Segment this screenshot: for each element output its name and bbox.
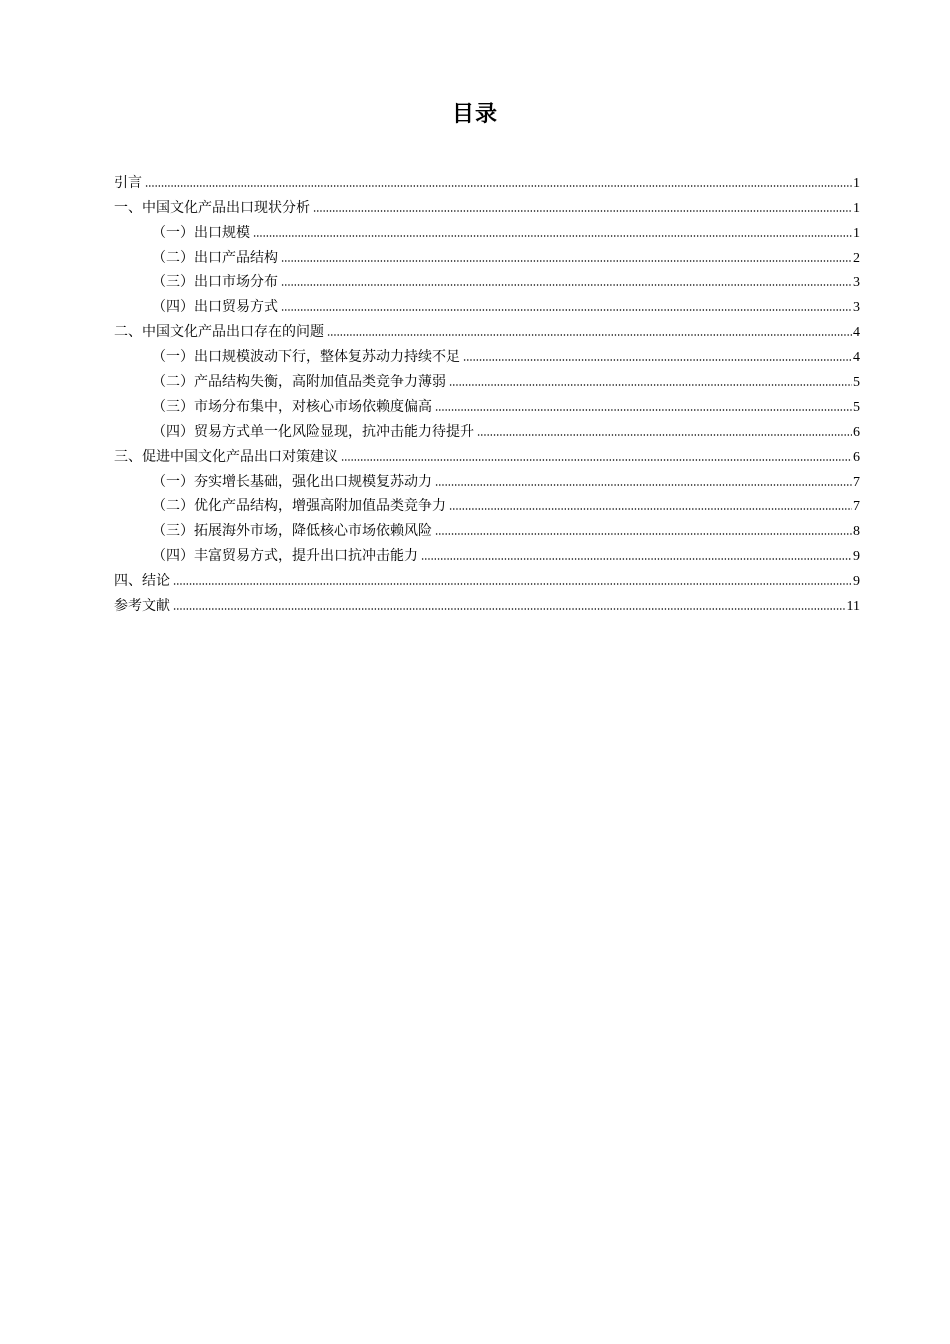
toc-page-number: 11 (846, 599, 860, 615)
dot-leader (435, 408, 852, 412)
toc-entry[interactable] (114, 515, 860, 540)
toc-page-number: 5 (853, 399, 860, 415)
toc-entry-label: （二）出口产品结构 (152, 249, 278, 266)
toc-entry[interactable] (114, 167, 860, 192)
toc-page-number: 7 (853, 474, 860, 490)
dot-leader (435, 532, 852, 536)
page-title: 目录 (451, 102, 498, 127)
toc-entry-label: （一）出口规模波动下行，整体复苏动力持续不足 (152, 349, 460, 366)
toc-page-number: 6 (853, 449, 860, 465)
toc-entry-label: 三、促进中国文化产品出口对策建议 (114, 448, 338, 465)
toc-entry[interactable] (114, 341, 860, 366)
toc-page-number: 5 (853, 375, 860, 391)
toc-entry[interactable] (114, 267, 860, 292)
toc-entry[interactable] (114, 416, 860, 441)
toc-page-number: 6 (853, 424, 860, 440)
dot-leader (281, 283, 852, 287)
toc-entry-label: 四、结论 (114, 573, 170, 590)
dot-leader (253, 234, 852, 238)
toc-entry-label: （二）产品结构失衡，高附加值品类竞争力薄弱 (152, 374, 446, 391)
toc-entry[interactable] (114, 466, 860, 491)
toc-entry[interactable] (114, 217, 860, 242)
toc-page-number: 2 (853, 250, 860, 266)
dot-leader (449, 507, 852, 511)
toc-entry-label: （四）丰富贸易方式，提升出口抗冲击能力 (152, 548, 418, 565)
toc-page-number: 4 (853, 325, 860, 341)
dot-leader (281, 259, 852, 263)
toc-entry-label: （四）贸易方式单一化风险显现，抗冲击能力待提升 (152, 423, 474, 440)
dot-leader (281, 308, 852, 312)
dot-leader (173, 607, 846, 611)
toc-entry[interactable] (114, 242, 860, 267)
dot-leader (327, 333, 852, 337)
toc-page-number: 1 (853, 200, 860, 216)
dot-leader (421, 557, 852, 561)
table-of-contents (114, 167, 860, 615)
toc-entry[interactable] (114, 441, 860, 466)
toc-entry-label: （二）优化产品结构，增强高附加值品类竞争力 (152, 498, 446, 515)
dot-leader (449, 383, 852, 387)
toc-entry-label: （三）市场分布集中，对核心市场依赖度偏高 (152, 398, 432, 415)
toc-page-number: 3 (853, 275, 860, 291)
toc-page-number: 8 (853, 524, 860, 540)
toc-entry[interactable] (114, 540, 860, 565)
toc-page-number: 9 (853, 549, 860, 565)
toc-entry[interactable] (114, 391, 860, 416)
toc-entry[interactable] (114, 565, 860, 590)
toc-entry-label: 引言 (114, 174, 142, 191)
toc-page-number: 1 (853, 225, 860, 241)
toc-entry[interactable] (114, 590, 860, 615)
dot-leader (463, 358, 852, 362)
toc-entry-label: 一、中国文化产品出口现状分析 (114, 199, 310, 216)
toc-entry-label: 参考文献 (114, 598, 170, 615)
toc-page-number: 4 (853, 350, 860, 366)
toc-entry-label: 二、中国文化产品出口存在的问题 (114, 324, 324, 341)
toc-entry[interactable] (114, 316, 860, 341)
toc-page-number: 1 (853, 175, 860, 191)
toc-entry-label: （一）出口规模 (152, 224, 250, 241)
toc-entry[interactable] (114, 291, 860, 316)
toc-entry-label: （四）出口贸易方式 (152, 299, 278, 316)
toc-entry[interactable] (114, 491, 860, 516)
dot-leader (341, 458, 852, 462)
toc-page-number: 7 (853, 499, 860, 515)
toc-entry-label: （一）夯实增长基础，强化出口规模复苏动力 (152, 473, 432, 490)
toc-entry-label: （三）出口市场分布 (152, 274, 278, 291)
dot-leader (477, 433, 852, 437)
toc-entry[interactable] (114, 366, 860, 391)
toc-page-number: 9 (853, 574, 860, 590)
dot-leader (435, 483, 852, 487)
dot-leader (313, 209, 852, 213)
dot-leader (145, 184, 852, 188)
toc-entry-label: （三）拓展海外市场，降低核心市场依赖风险 (152, 523, 432, 540)
dot-leader (173, 582, 852, 586)
toc-page-number: 3 (853, 300, 860, 316)
toc-entry[interactable] (114, 192, 860, 217)
